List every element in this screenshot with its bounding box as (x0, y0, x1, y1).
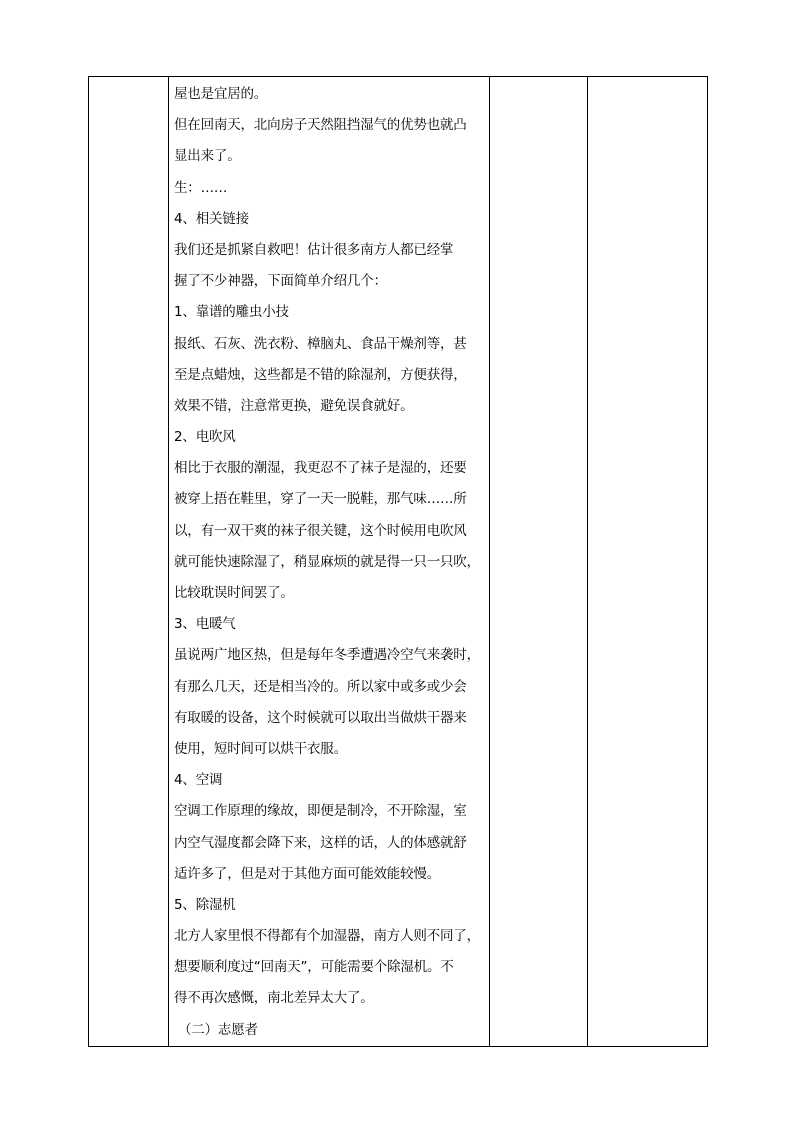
list-item-heading: 2、电吹风 (174, 429, 236, 446)
text-line: 相比于衣服的潮湿，我更忍不了袜子是湿的，还要 (174, 460, 467, 477)
text-line: 被穿上捂在鞋里，穿了一天一脱鞋，那气味……所 (174, 491, 467, 508)
list-item-heading: 4、空调 (174, 772, 223, 789)
list-item-heading: 3、电暖气 (174, 616, 236, 633)
text-line: 适许多了，但是对于其他方面可能效能较慢。 (174, 865, 440, 882)
text-line: 有取暖的设备，这个时候就可以取出当做烘干器来 (174, 709, 467, 726)
list-item-heading: 5、除湿机 (174, 896, 236, 913)
table-cell-right-empty (588, 77, 708, 1047)
text-line: 生：…… (174, 179, 228, 196)
text-line: 就可能快速除湿了，稍显麻烦的就是得一只一只吹， (174, 553, 480, 570)
section-heading: （二）志愿者 (178, 1021, 258, 1038)
lesson-plan-table (88, 76, 708, 1047)
text-line: 空调工作原理的缘故，即便是制冷，不开除湿，室 (174, 803, 467, 820)
text-line: 想要顺利度过“回南天”，可能需要个除湿机。不 (174, 959, 454, 976)
table-row (89, 77, 708, 1047)
text-line: 使用，短时间可以烘干衣服。 (174, 740, 347, 757)
text-line: 但在回南天，北向房子天然阻挡湿气的优势也就凸 (174, 117, 467, 134)
list-item-heading: 1、靠谱的雕虫小技 (174, 304, 289, 321)
text-line: 比较耽误时间罢了。 (174, 585, 294, 601)
text-line: 握了不少神器，下面简单介绍几个： (174, 273, 387, 290)
text-line: 屋也是宜居的。 (174, 86, 268, 102)
text-line: 得不再次感慨，南北差异太大了。 (174, 990, 374, 1007)
text-line: 虽说两广地区热，但是每年冬季遭遇冷空气来袭时， (174, 647, 480, 664)
section-heading: 4、相关链接 (174, 210, 249, 227)
text-line: 北方人家里恨不得都有个加湿器，南方人则不同了， (174, 928, 480, 945)
text-line: 报纸、石灰、洗衣粉、樟脑丸、食品干燥剂等，甚 (174, 335, 467, 352)
table-cell-third-empty (490, 77, 588, 1047)
text-line: 至是点蜡烛，这些都是不错的除湿剂，方便获得， (174, 366, 467, 383)
text-line: 显出来了。 (174, 148, 241, 165)
text-line: 以，有一双干爽的袜子很关键，这个时候用电吹风 (174, 522, 467, 539)
text-line: 效果不错，注意常更换，避免误食就好。 (174, 397, 414, 414)
table-cell-left-empty (89, 77, 169, 1047)
content-text-block (169, 77, 489, 1046)
table-cell-content (169, 77, 490, 1047)
text-line: 内空气湿度都会降下来，这样的话，人的体感就舒 (174, 834, 467, 851)
text-line: 有那么几天，还是相当冷的。所以家中或多或少会 (174, 678, 467, 695)
text-line: 我们还是抓紧自救吧！估计很多南方人都已经掌 (174, 241, 454, 258)
